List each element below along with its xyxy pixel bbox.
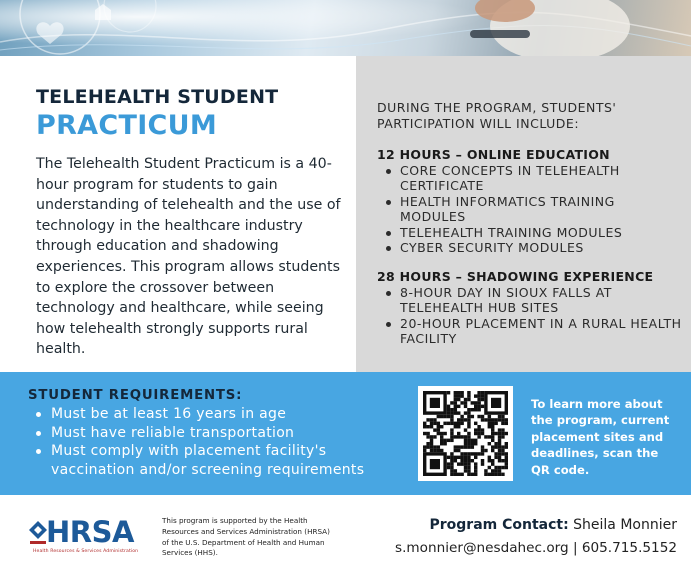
requirements-band	[0, 372, 691, 495]
online-education-list	[384, 163, 684, 255]
banner-illustration	[0, 0, 691, 56]
requirements-heading: STUDENT REQUIREMENTS:	[28, 388, 243, 403]
requirements-list	[34, 405, 404, 479]
list-item: CYBER SECURITY MODULES	[384, 240, 684, 255]
list-item: TELEHEALTH TRAINING MODULES	[384, 225, 684, 240]
contact-phone-link[interactable]: 605.715.5152	[581, 540, 677, 556]
list-item: Must comply with placement facility's vaccination and/or screening requirements	[34, 442, 404, 479]
list-item: CORE CONCEPTS IN TELEHEALTH CERTIFICATE	[384, 163, 684, 194]
program-contact	[429, 517, 677, 533]
intro-section	[0, 56, 356, 372]
hrsa-logo-subtext: Health Resources & Services Administration	[33, 549, 139, 554]
online-education-heading: 12 HOURS – ONLINE EDUCATION	[377, 147, 610, 162]
shadowing-heading: 28 HOURS – SHADOWING EXPERIENCE	[377, 269, 654, 284]
contact-email-link[interactable]: s.monnier@nesdahec.org	[395, 540, 569, 556]
hrsa-logo-text: HRSA	[46, 515, 134, 549]
qr-code-graphic	[423, 391, 508, 476]
contact-name: Sheila Monnier	[573, 517, 677, 533]
list-item: Must have reliable transportation	[34, 424, 404, 443]
list-item: 8-HOUR DAY IN SIOUX FALLS AT TELEHEALTH HUB SITES	[384, 285, 684, 316]
shadowing-list	[384, 285, 684, 347]
header-banner-image	[0, 0, 691, 56]
program-panel	[356, 56, 691, 372]
qr-code-icon[interactable]	[418, 386, 513, 481]
hrsa-logo-icon	[28, 519, 48, 549]
list-item: Must be at least 16 years in age	[34, 405, 404, 424]
list-item: HEALTH INFORMATICS TRAINING MODULES	[384, 194, 684, 225]
footer	[0, 495, 691, 583]
funding-statement: This program is supported by the Health Resources and Services Administration (HRSA) of the U.S. Department of Health and Human Services (HHS).	[162, 516, 330, 558]
title-line-1: TELEHEALTH STUDENT	[36, 86, 279, 108]
qr-instructions: To learn more about the program, current placement sites and deadlines, scan the QR code.	[531, 397, 670, 477]
list-item: 20-HOUR PLACEMENT IN A RURAL HEALTH FACILITY	[384, 316, 684, 347]
intro-description: The Telehealth Student Practicum is a 40-hour program for students to gain understanding of telehealth and the use of technology in the healthcare industry through education and shadowing experiences. This program allows students to explore the crossover between technology and healthcare, while seeing how telehealth strongly supports rural health.	[36, 156, 341, 358]
contact-separator: |	[568, 540, 582, 556]
title-line-2: PRACTICUM	[36, 110, 218, 141]
program-intro: DURING THE PROGRAM, STUDENTS' PARTICIPATION WILL INCLUDE:	[377, 100, 617, 131]
contact-details	[395, 540, 677, 556]
contact-label: Program Contact:	[429, 517, 569, 533]
